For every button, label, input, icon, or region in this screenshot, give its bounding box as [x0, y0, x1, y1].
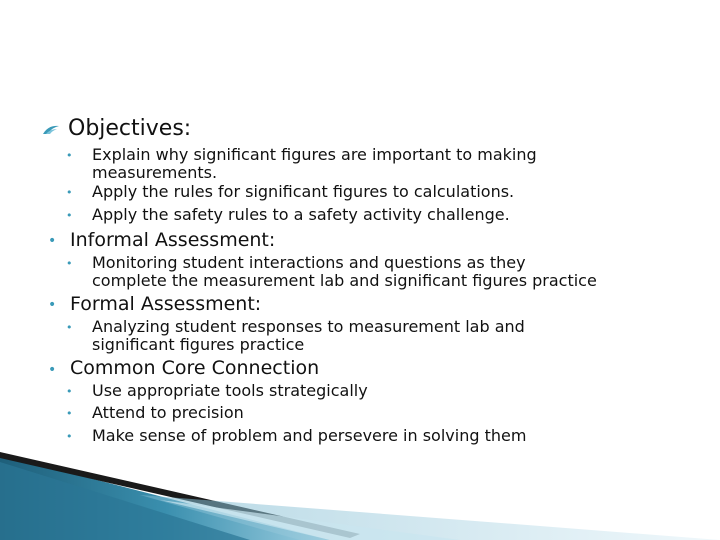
core-item-3: Make sense of problem and persevere in solving them	[92, 426, 527, 445]
sub-bullet: •	[66, 430, 73, 443]
objective-item-3: Apply the safety rules to a safety activity challenge.	[92, 205, 510, 224]
decorative-swoosh	[0, 440, 720, 540]
sub-bullet: •	[66, 385, 73, 398]
main-bullet: •	[48, 233, 57, 249]
objectives-heading: Objectives:	[68, 116, 192, 141]
formal-item-1-line-2: significant figures practice	[92, 335, 305, 354]
core-item-2: Attend to precision	[92, 403, 244, 422]
wing-bullet-icon	[42, 124, 60, 136]
informal-assessment-heading: Informal Assessment:	[70, 229, 276, 251]
formal-item-1-line-1: Analyzing student responses to measurement lab and	[92, 317, 525, 336]
sub-bullet: •	[66, 257, 73, 270]
main-bullet: •	[48, 362, 57, 378]
informal-item-1-line-1: Monitoring student interactions and questions as they	[92, 253, 526, 272]
sub-bullet: •	[66, 186, 73, 199]
common-core-heading: Common Core Connection	[70, 357, 320, 379]
sub-bullet: •	[66, 321, 73, 334]
sub-bullet: •	[66, 407, 73, 420]
objective-item-1-line-2: measurements.	[92, 163, 218, 182]
core-item-1: Use appropriate tools strategically	[92, 381, 368, 400]
informal-item-1-line-2: complete the measurement lab and significant figures practice	[92, 271, 597, 290]
main-bullet: •	[48, 297, 57, 313]
sub-bullet: •	[66, 209, 73, 222]
sub-bullet: •	[66, 149, 73, 162]
formal-assessment-heading: Formal Assessment:	[70, 293, 262, 315]
objective-item-2: Apply the rules for significant figures to calculations.	[92, 182, 515, 201]
objective-item-1-line-1: Explain why significant figures are important to making	[92, 145, 537, 164]
